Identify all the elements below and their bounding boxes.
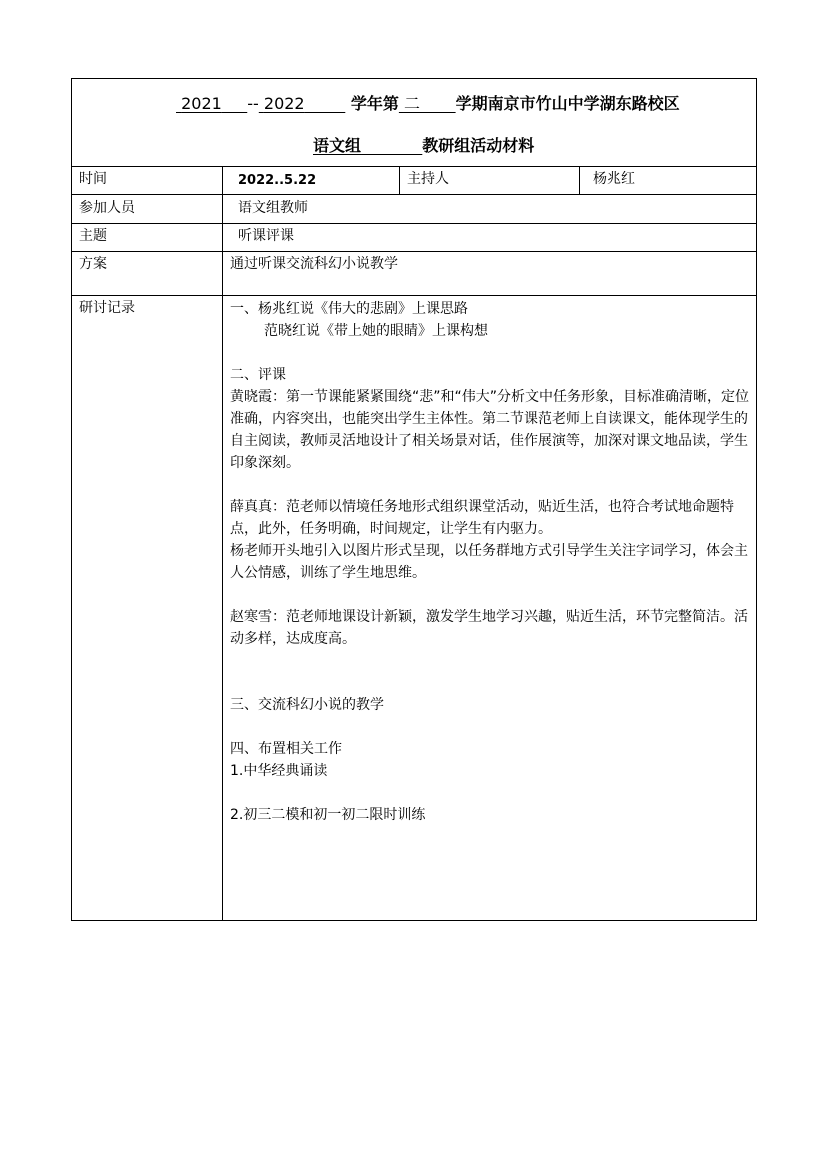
participants-label: 参加人员 xyxy=(79,200,135,216)
agenda-item-1: 一、杨兆红说《伟大的悲剧》上课思路 xyxy=(230,301,468,317)
row-divider xyxy=(72,166,756,167)
time-label: 时间 xyxy=(79,171,107,187)
time-value: 2022..5.22 xyxy=(238,173,317,188)
group-suffix: 教研组活动材料 xyxy=(422,136,535,155)
title-line-2 xyxy=(313,136,534,156)
year-end: 2022 xyxy=(263,94,305,113)
row-divider xyxy=(72,194,756,195)
host-value: 杨兆红 xyxy=(593,171,635,187)
agenda-item-2: 二、评课 xyxy=(230,367,286,383)
year-start: 2021 xyxy=(181,94,222,113)
participants-value: 语文组教师 xyxy=(238,200,308,216)
discussion-notes xyxy=(230,298,752,826)
topic-label: 主题 xyxy=(79,228,107,244)
topic-value: 听课评课 xyxy=(238,228,294,244)
plan-value: 通过听课交流科幻小说教学 xyxy=(230,256,398,272)
plan-label: 方案 xyxy=(79,256,107,272)
record-label: 研讨记录 xyxy=(79,300,135,316)
school-name: 学期南京市竹山中学湖东路校区 xyxy=(455,94,680,113)
title-line-1 xyxy=(176,94,680,114)
semester-number: 二 xyxy=(403,94,420,113)
review-paragraph: 黄晓霞：第一节课能紧紧围绕“悲”和“伟大”分析文中任务形象，目标准确清晰，定位准确，内容突出，也能突出学生主体性。第二节课范老师上自读课文，能体现学生的自主阅读，教师灵活地设计了相关场景对话，佳作展演等，加深对课文地品读，学生印象深刻。 xyxy=(230,389,750,471)
row-divider xyxy=(72,295,756,296)
year-label: 学年第 xyxy=(350,94,399,113)
column-divider xyxy=(399,166,400,194)
agenda-item-3: 三、交流科幻小说的教学 xyxy=(230,697,384,713)
task-item: 2.初三二模和初一初二限时训练 xyxy=(230,807,426,823)
row-divider xyxy=(72,223,756,224)
year-separator: -- xyxy=(247,94,259,113)
column-divider xyxy=(222,166,223,920)
host-label: 主持人 xyxy=(407,171,449,187)
row-divider xyxy=(72,251,756,252)
column-divider xyxy=(579,166,580,194)
review-paragraph: 杨老师开头地引入以图片形式呈现，以任务群地方式引导学生关注字词学习，体会主人公情感，训练了学生地思维。 xyxy=(230,543,748,581)
group-name: 语文组 xyxy=(313,136,362,155)
activity-record-table xyxy=(71,78,757,921)
task-item: 1.中华经典诵读 xyxy=(230,763,328,779)
review-paragraph: 赵寒雪：范老师地课设计新颖，激发学生地学习兴趣，贴近生活，环节完整简洁。活动多样，达成度高。 xyxy=(230,609,748,647)
agenda-item-4: 四、布置相关工作 xyxy=(230,741,342,757)
agenda-item-1-cont: 范晓红说《带上她的眼睛》上课构想 xyxy=(264,323,488,339)
review-paragraph: 薛真真：范老师以情境任务地形式组织课堂活动，贴近生活，也符合考试地命题特点，此外，任务明确，时间规定，让学生有内驱力。 xyxy=(230,499,734,537)
